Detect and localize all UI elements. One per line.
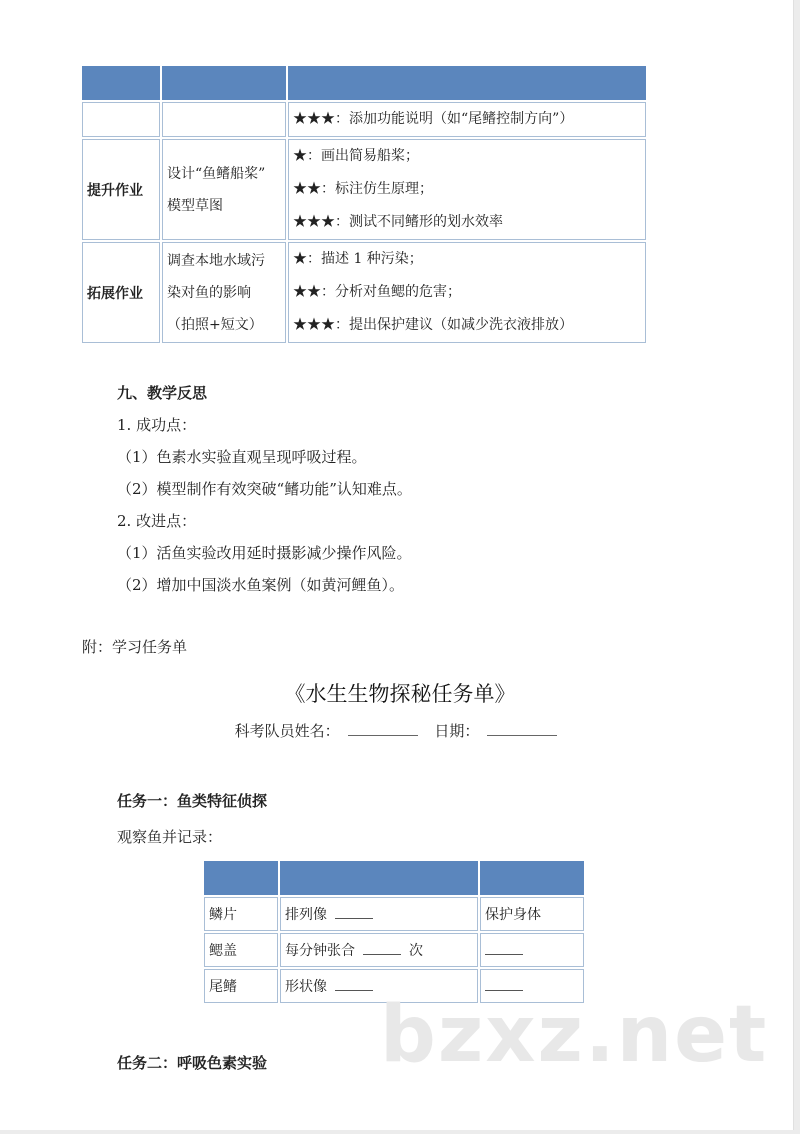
fill-blank[interactable]: [363, 942, 401, 955]
task-cell: [162, 242, 286, 343]
function-cell: 保护身体: [480, 897, 584, 931]
part-cell: 鳃盖: [204, 933, 278, 967]
fill-blank[interactable]: [335, 978, 373, 991]
observation-suffix: 次: [409, 943, 423, 959]
task-line: （拍照+短文）: [167, 316, 263, 333]
observation-text: 每分钟张合: [285, 943, 355, 959]
task2-heading: 任务二：呼吸色素实验: [117, 1054, 268, 1072]
worksheet-fields: [0, 720, 800, 741]
task-cell: [162, 102, 286, 137]
criteria-line: ★★★：添加功能说明（如“尾鳍控制方向”）: [293, 111, 574, 127]
name-label: 科考队员姓名：: [234, 722, 340, 740]
improve-title: 2. 改进点：: [117, 512, 197, 530]
table-row: [82, 102, 646, 137]
table-row: [204, 897, 584, 931]
observation-cell: [280, 933, 478, 967]
success-title: 1. 成功点：: [117, 416, 197, 434]
level-cell: 提升作业: [82, 139, 160, 240]
date-label: 日期：: [434, 722, 480, 740]
task1-intro: 观察鱼并记录：: [117, 828, 223, 846]
criteria-cell: [288, 242, 646, 343]
task-line: 模型草图: [167, 197, 223, 214]
criteria-line: ★：描述 1 种污染；: [293, 251, 423, 267]
table-row: [82, 242, 646, 343]
appendix-label: 附：学习任务单: [82, 638, 188, 656]
level-cell: [82, 102, 160, 137]
function-cell: [480, 969, 584, 1003]
table-header-row: [82, 66, 646, 100]
part-cell: 鳞片: [204, 897, 278, 931]
header-cell: [82, 66, 160, 100]
table-row: [204, 969, 584, 1003]
page-bottom-edge: [0, 1130, 800, 1134]
criteria-cell: [288, 139, 646, 240]
name-blank[interactable]: [348, 721, 418, 736]
watermark: bzxz.net: [380, 990, 769, 1080]
fill-blank[interactable]: [335, 906, 373, 919]
task-line: 染对鱼的影响: [167, 284, 251, 301]
fill-blank[interactable]: [485, 942, 523, 955]
observation-text: 形状像: [285, 979, 327, 995]
criteria-line: ★★：分析对鱼鳃的危害；: [293, 284, 461, 300]
task-line: 设计“鱼鳍船桨”: [167, 165, 266, 182]
success-item: （1）色素水实验直观呈现呼吸过程。: [117, 448, 367, 466]
observation-text: 排列像: [285, 907, 327, 923]
improve-item: （2）增加中国淡水鱼案例（如黄河鲤鱼）。: [117, 576, 405, 594]
part-cell: 尾鳍: [204, 969, 278, 1003]
function-cell: [480, 933, 584, 967]
task-cell: [162, 139, 286, 240]
page-edge: [793, 0, 800, 1134]
section-heading: 九、教学反思: [117, 384, 208, 402]
criteria-line: ★：画出简易船桨；: [293, 148, 419, 164]
table-row: [82, 139, 646, 240]
header-cell: [480, 861, 584, 895]
table-header-row: [204, 861, 584, 895]
header-cell: [204, 861, 278, 895]
header-cell: [162, 66, 286, 100]
criteria-line: ★★★：测试不同鳍形的划水效率: [293, 214, 503, 230]
task1-heading: 任务一：鱼类特征侦探: [117, 792, 268, 810]
header-cell: [280, 861, 478, 895]
fill-blank[interactable]: [485, 978, 523, 991]
table-row: [204, 933, 584, 967]
observation-cell: [280, 969, 478, 1003]
homework-table: [80, 64, 648, 345]
observation-table: [202, 859, 586, 1005]
observation-cell: [280, 897, 478, 931]
improve-item: （1）活鱼实验改用延时摄影减少操作风险。: [117, 544, 412, 562]
worksheet-title: 《水生生物探秘任务单》: [284, 682, 516, 706]
criteria-line: ★★★：提出保护建议（如减少洗衣液排放）: [293, 317, 573, 333]
task-line: 调查本地水域污: [167, 252, 265, 269]
criteria-line: ★★：标注仿生原理；: [293, 181, 433, 197]
date-blank[interactable]: [487, 721, 557, 736]
header-cell: [288, 66, 646, 100]
level-cell: 拓展作业: [82, 242, 160, 343]
success-item: （2）模型制作有效突破“鳍功能”认知难点。: [117, 480, 412, 498]
criteria-cell: [288, 102, 646, 137]
